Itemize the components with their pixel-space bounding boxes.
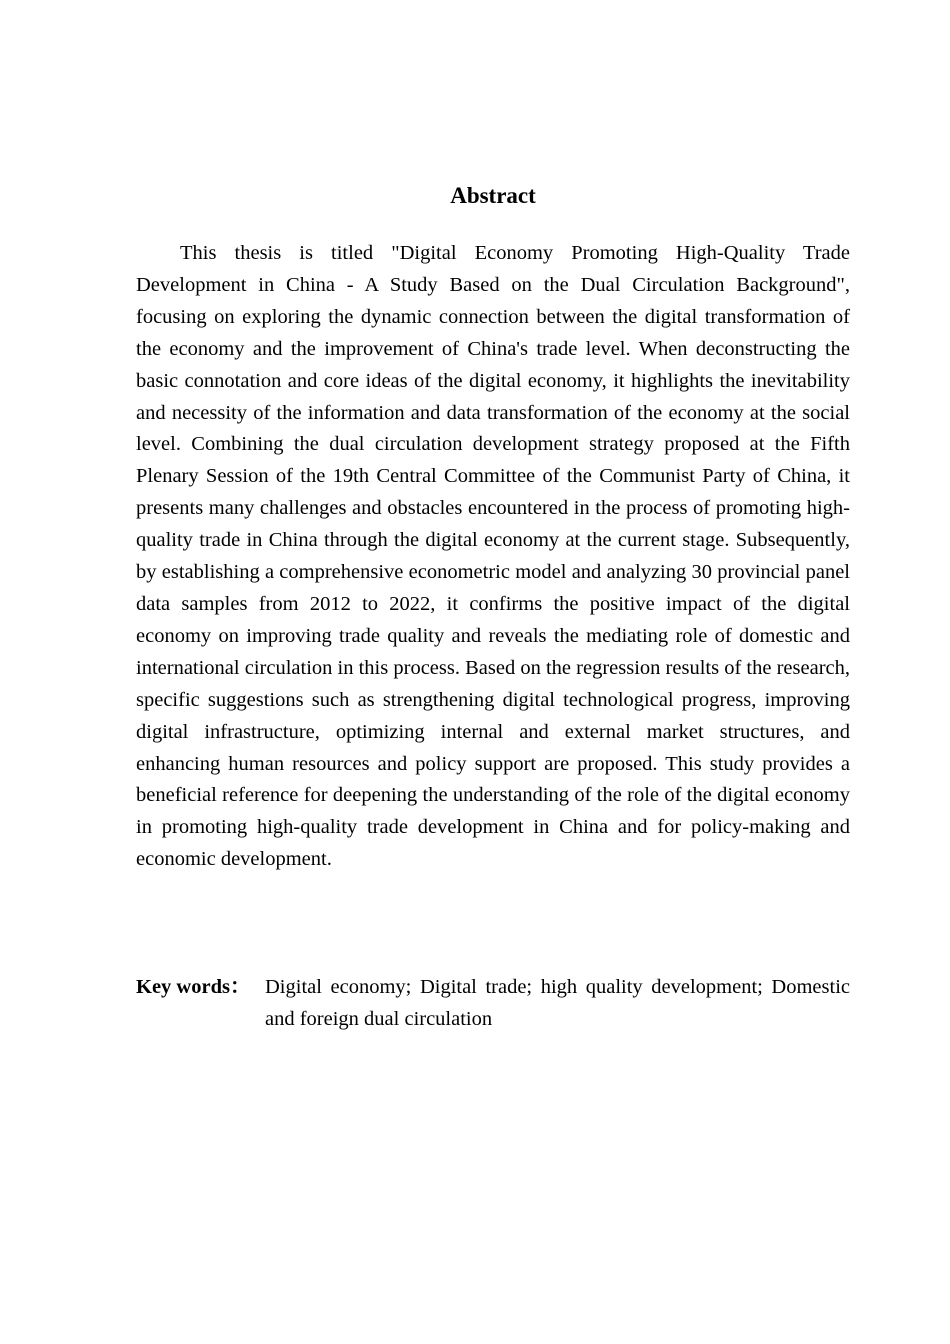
abstract-body: This thesis is titled "Digital Economy Promoting High-Quality Trade Development in China - A Study Based on the Dual Circulation Background", focusing on exploring the dynamic connection between the digital transformation of the economy and the improvement of China's trade level. When deconstructing the basic connotation and core ideas of the digital economy, it highlights the inevitability and necessity of the information and data transformation of the economy at the social level. Combining the dual circulation development strategy proposed at the Fifth Plenary Session of the 19th Central Committee of the Communist Party of China, it presents many challenges and obstacles encountered in the process of promoting high-quality trade in China through the digital economy at the current stage. Subsequently, by establishing a comprehensive econometric model and analyzing 30 provincial panel data samples from 2012 to 2022, it confirms the positive impact of the digital economy on improving trade quality and reveals the mediating role of domestic and international circulation in this process. Based on the regression results of the research, specific suggestions such as strengthening digital technological progress, improving digital infrastructure, optimizing internal and external market structures, and enhancing human resources and policy support are proposed. This study provides a beneficial reference for deepening the understanding of the role of the digital economy in promoting high-quality trade development in China and for policy-making and economic development.: [136, 242, 850, 871]
keywords-label: Key words：: [136, 976, 251, 998]
keywords-text: Digital economy; Digital trade; high quality development; Domestic and foreign dual circulation: [265, 976, 850, 1030]
abstract-title: Abstract: [450, 183, 536, 208]
keywords-section: [136, 972, 850, 1036]
